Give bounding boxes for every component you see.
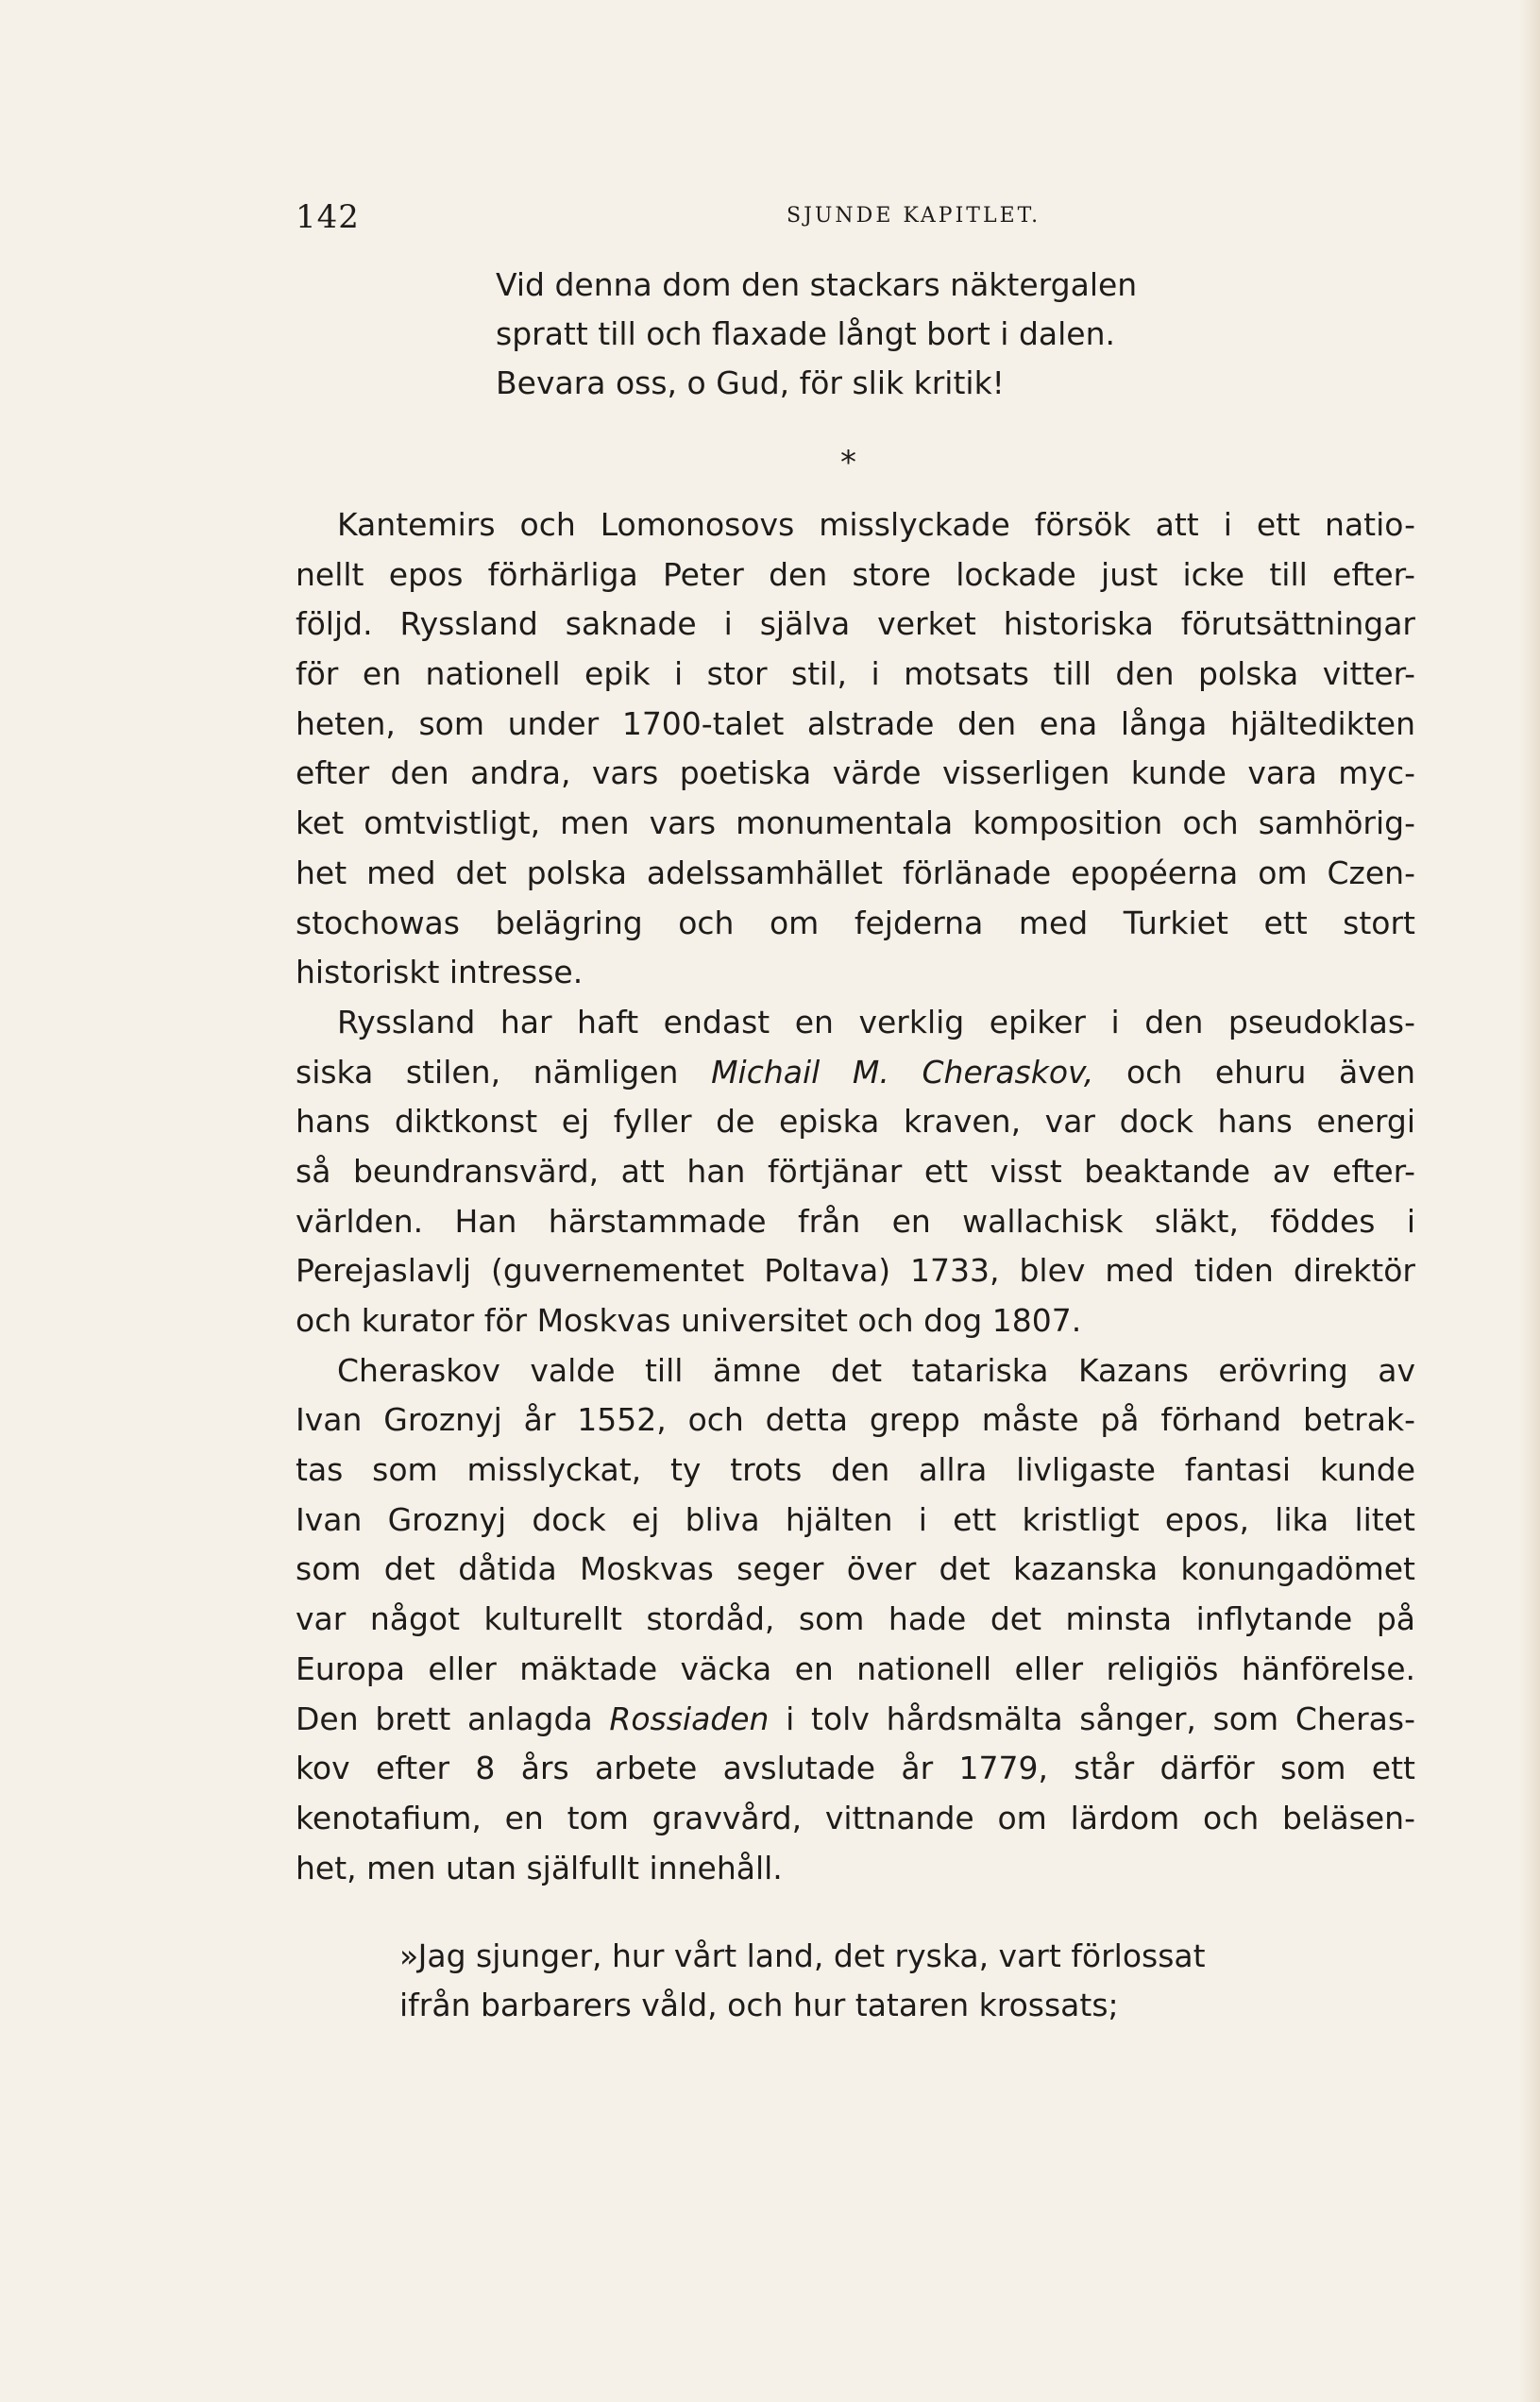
text-line: som det dåtida Moskvas seger över det kazanska konungadömet: [296, 1550, 1415, 1588]
text-line: Ivan Groznyj år 1552, och detta grepp måste på förhand betrak-: [296, 1401, 1415, 1439]
text-line: och kurator för Moskvas universitet och dog 1807.: [296, 1302, 1082, 1339]
text-line: stochowas belägring och om fejderna med Turkiet ett stort: [296, 904, 1415, 941]
text-line: kov efter 8 års arbete avslutade år 1779, står därför som ett: [296, 1750, 1415, 1787]
verse-line: Vid denna dom den stackars näktergalen: [496, 266, 1138, 303]
body-text: [296, 500, 1415, 1893]
verse-quote-bottom: [399, 1932, 1206, 2030]
text-line: heten, som under 1700-talet alstrade den ena långa hjältedikten: [296, 704, 1415, 742]
text-line: följd. Ryssland saknade i själva verket historiska förutsättningar: [296, 605, 1415, 643]
text-fragment: siska stilen, nämligen: [296, 1053, 679, 1091]
text-line: Perejaslavlj (guvernementet Poltava) 1733, blev med tiden direktör: [296, 1252, 1415, 1290]
text-line: nellt epos förhärliga Peter den store lockade just icke till efter-: [296, 555, 1415, 593]
text-line: för en nationell epik i stor stil, i motsats till den polska vitter-: [296, 655, 1415, 693]
text-line: världen. Han härstammade från en wallachisk släkt, föddes i: [296, 1202, 1415, 1240]
text-line: efter den andra, vars poetiska värde visserligen kunde vara myc-: [296, 754, 1415, 792]
text-line-with-name: [296, 1048, 1415, 1098]
text-line: så beundransvärd, att han förtjänar ett visst beaktande av efter-: [296, 1152, 1415, 1190]
italic-title: Rossiaden: [609, 1700, 770, 1737]
text-line: het med det polska adelssamhället förlänade epopéerna om Czen-: [296, 854, 1415, 891]
verse-line: spratt till och flaxade långt bort i dalen.: [496, 315, 1115, 352]
text-line: historiskt intresse.: [296, 954, 584, 991]
verse-line: Bevara oss, o Gud, för slik kritik!: [496, 364, 1005, 401]
text-line: var något kulturellt stordåd, som hade det minsta inflytande på: [296, 1600, 1415, 1638]
text-line: Cheraskov valde till ämne det tatariska Kazans erövring av: [337, 1351, 1415, 1389]
running-head: SJUNDE KAPITLET.: [787, 204, 1041, 228]
text-line: Europa eller mäktade väcka en nationell eller religiös hänförelse.: [296, 1649, 1415, 1687]
page-header: [296, 198, 1410, 236]
text-fragment: Den brett anlagda: [296, 1700, 593, 1737]
text-line: hans diktkonst ej fyller de episka kraven, var dock hans energi: [296, 1103, 1415, 1141]
text-fragment: och ehuru även: [1125, 1053, 1416, 1091]
text-line: Ryssland har haft endast en verklig epiker i den pseudoklas-: [337, 1003, 1415, 1040]
text-line: kenotafium, en tom gravvård, vittnande om lärdom och beläsen-: [296, 1799, 1415, 1836]
section-separator: *: [840, 444, 856, 482]
text-fragment: i tolv hårdsmälta sånger, som Cheras-: [786, 1700, 1415, 1737]
text-line: Ivan Groznyj dock ej bliva hjälten i ett kristligt epos, lika litet: [296, 1500, 1415, 1538]
italic-name: Michail M. Cheraskov,: [711, 1053, 1094, 1091]
verse-line: ifrån barbarers våld, och hur tataren krossats;: [399, 1987, 1119, 2023]
verse-quote-top: [496, 261, 1137, 408]
page-number: 142: [296, 198, 360, 236]
text-line: tas som misslyckat, ty trots den allra livligaste fantasi kunde: [296, 1451, 1415, 1489]
text-line: het, men utan själfullt innehåll.: [296, 1849, 783, 1886]
text-line-with-title: [296, 1695, 1415, 1745]
text-line: Kantemirs och Lomonosovs misslyckade försök att i ett natio-: [337, 506, 1415, 543]
verse-line: »Jag sjunger, hur vårt land, det ryska, vart förlossat: [399, 1937, 1206, 1974]
text-line: ket omtvistligt, men vars monumentala komposition och samhörig-: [296, 804, 1415, 842]
page-edge-shadow: [1519, 0, 1540, 2402]
